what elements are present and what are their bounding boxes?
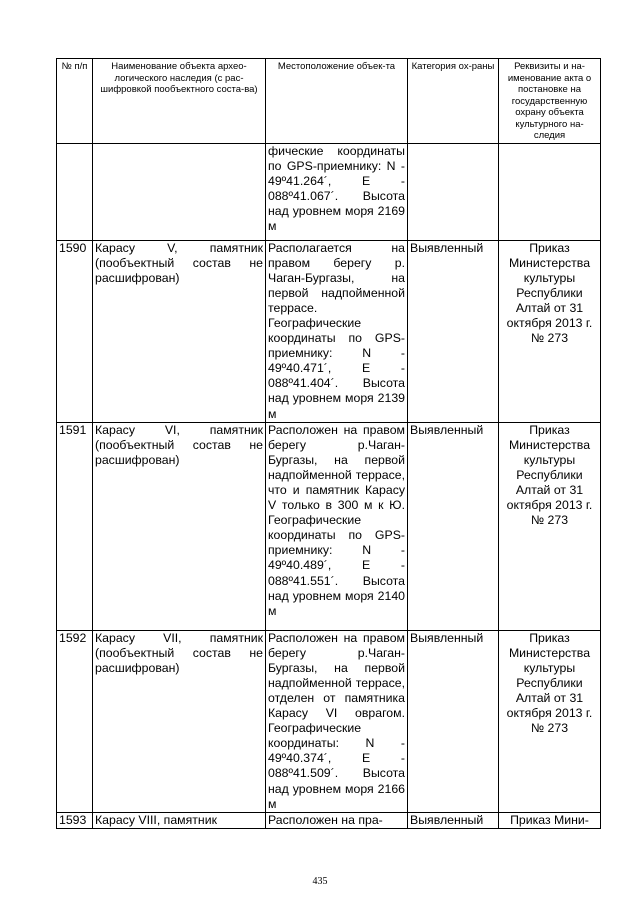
cell-name: Карасу V, памятник (пообъектный состав не расшифрован) [93, 240, 266, 422]
cell-requisites: Приказ Министерства культуры Республики Алтай от 31 октября 2013 г. № 273 [499, 630, 601, 812]
cell-num [57, 143, 93, 240]
cell-num: 1591 [57, 422, 93, 630]
table-header-row [57, 59, 601, 144]
cell-location: фические координаты по GPS-приемнику: N - 49º41.264´, E - 088º41.067´. Высота над уровнем моря 2169 м [266, 143, 408, 240]
cell-requisites [499, 143, 601, 240]
heritage-registry-table [56, 58, 601, 829]
table-row [57, 422, 601, 630]
cell-name: Карасу VIII, памятник [93, 812, 266, 828]
cell-num: 1593 [57, 812, 93, 828]
cell-requisites: Приказ Министерства культуры Республики Алтай от 31 октября 2013 г. № 273 [499, 240, 601, 422]
cell-requisites: Приказ Министерства культуры Республики Алтай от 31 октября 2013 г. № 273 [499, 422, 601, 630]
cell-num: 1592 [57, 630, 93, 812]
cell-category: Выявленный [408, 630, 499, 812]
header-location: Местоположение объек-та [266, 59, 408, 144]
cell-name: Карасу VII, памятник (пообъектный состав не расшифрован) [93, 630, 266, 812]
cell-num: 1590 [57, 240, 93, 422]
cell-category: Выявленный [408, 422, 499, 630]
table-row [57, 812, 601, 828]
header-requisites: Реквизиты и на-именование акта о постановке на государственную охрану объекта культурного на-следия [499, 59, 601, 144]
cell-name [93, 143, 266, 240]
header-category: Категория ох-раны [408, 59, 499, 144]
cell-name: Карасу VI, памятник (пообъектный состав не расшифрован) [93, 422, 266, 630]
cell-requisites: Приказ Мини- [499, 812, 601, 828]
cell-location: Располагается на правом берегу р. Чаган-Бургазы, на первой надпойменной террасе. Географические координаты по GPS-приемнику: N - 49º40.471´, E - 088º41.404´. Высота над уровнем моря 2139 м [266, 240, 408, 422]
cell-category: Выявленный [408, 240, 499, 422]
table-row [57, 240, 601, 422]
cell-location: Расположен на правом берегу р.Чаган-Бургазы, на первой надпойменной террасе, что и памятник Карасу V только в 300 м к Ю. Географические координаты по GPS-приемнику: N - 49º40.489´, E - 088º41.551´. Высота над уровнем моря 2140 м [266, 422, 408, 630]
table-row [57, 630, 601, 812]
header-num: № п/п [57, 59, 93, 144]
cell-location: Расположен на правом берегу р.Чаган-Бургазы, на первой надпойменной террасе, отделен от памятника Карасу VI оврагом. Географические координаты: N - 49º40.374´, E - 088º41.509´. Высота над уровнем моря 2166 м [266, 630, 408, 812]
table-row-continuation [57, 143, 601, 240]
cell-category: Выявленный [408, 812, 499, 828]
cell-category [408, 143, 499, 240]
cell-location: Расположен на пра- [266, 812, 408, 828]
page-number: 435 [312, 876, 328, 887]
header-name: Наименование объекта архео-логического наследия (с рас-шифровкой пообъектного соста-ва) [93, 59, 266, 144]
